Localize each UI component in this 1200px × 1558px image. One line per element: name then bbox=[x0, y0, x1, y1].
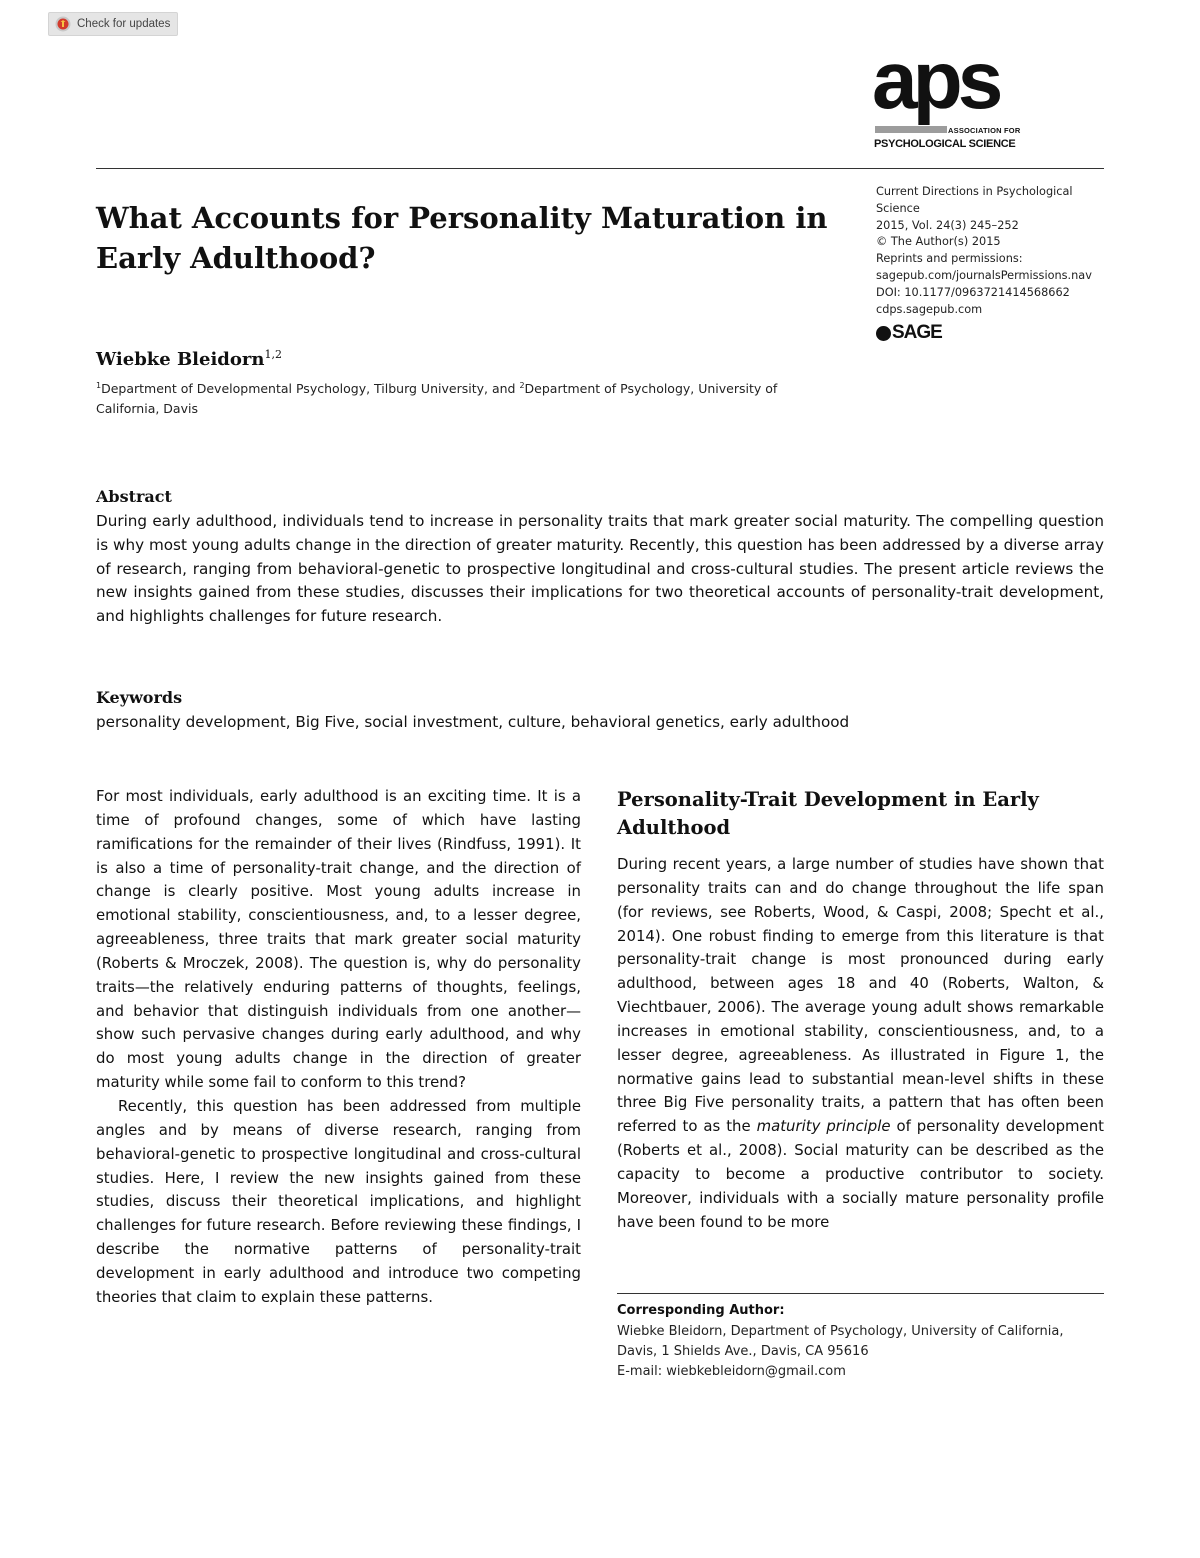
body-paragraph-3-a: During recent years, a large number of studies have shown that personality traits can and do change throughout the life span (for reviews, see Roberts, Wood, & Caspi, 2008; Specht et al., 2014). One robust finding to emerge from this literature is that personality-trait change is most pronounced during early adulthood, between ages 18 and 40 (Roberts, Walton, & Viechtbauer, 2006). The average young adult shows remarkable increases in emotional stability, conscientiousness, and, to a lesser degree, agreeableness. As illustrated in Figure 1, the normative gains lead to substantial mean-level shifts in these three Big Five personality traits, a pattern that has often been referred to as the bbox=[617, 855, 1104, 1136]
section-heading: Personality-Trait Development in Early Adulthood bbox=[617, 788, 1039, 839]
body-paragraph-3-b: of personality development (Roberts et al., 2008). Social maturity can be described as the capacity to become a productive contributor to society. Moreover, individuals with a socially mature personality profile have been found to be more bbox=[617, 1117, 1104, 1231]
corr-email[interactable]: E-mail: wiebkebleidorn@gmail.com bbox=[617, 1364, 846, 1379]
corresponding-author-heading: Corresponding Author: bbox=[617, 1303, 785, 1318]
author-affil-sup: 1,2 bbox=[264, 348, 282, 361]
sage-logo-mark bbox=[876, 326, 891, 341]
affil-part-1: Department of Developmental Psychology, Tilburg University, and bbox=[101, 381, 520, 397]
corr-line-1: Wiebke Bleidorn, Department of Psychology, University of California, bbox=[617, 1324, 1064, 1339]
maturity-principle-term: maturity principle bbox=[756, 1117, 891, 1136]
corr-line-2: Davis, 1 Shields Ave., Davis, CA 95616 bbox=[617, 1344, 869, 1359]
author-name-text: Wiebke Bleidorn bbox=[96, 349, 265, 370]
keywords-heading: Keywords bbox=[96, 688, 183, 707]
keywords-text: personality development, Big Five, social investment, culture, behavioral genetics, early adulthood bbox=[96, 713, 850, 731]
body-left-column bbox=[96, 785, 581, 1310]
check-updates-icon bbox=[55, 16, 71, 32]
sage-logo bbox=[876, 322, 956, 344]
affil-part-2: Department of Psychology, University of California, Davis bbox=[96, 381, 778, 417]
affil-sup-1: 1 bbox=[96, 381, 102, 390]
aps-logo-line1: ASSOCIATION FOR bbox=[948, 126, 1021, 135]
aps-logo bbox=[870, 35, 1030, 153]
header-rule bbox=[96, 168, 1104, 169]
check-for-updates-button[interactable] bbox=[48, 12, 178, 36]
abstract-heading: Abstract bbox=[96, 487, 172, 506]
article-title: What Accounts for Personality Maturation in Early Adulthood? bbox=[96, 201, 828, 275]
journal-site-link[interactable]: cdps.sagepub.com bbox=[876, 302, 983, 316]
body-paragraph-3 bbox=[617, 853, 1104, 1235]
aps-logo-bar bbox=[875, 126, 947, 133]
journal-doi[interactable]: DOI: 10.1177/0963721414568662 bbox=[876, 285, 1070, 299]
author-affiliation bbox=[96, 376, 816, 419]
aps-logo-word: aps bbox=[872, 35, 999, 126]
journal-volume: 2015, Vol. 24(3) 245–252 bbox=[876, 218, 1019, 232]
corresponding-author-details bbox=[617, 1322, 1104, 1382]
journal-name: Current Directions in Psychological Science bbox=[876, 185, 1073, 215]
author-name bbox=[96, 348, 282, 370]
journal-copyright: © The Author(s) 2015 bbox=[876, 235, 1001, 249]
sage-logo-text: SAGE bbox=[892, 322, 942, 343]
body-paragraph-2: Recently, this question has been addressed from multiple angles and by means of diverse research, ranging from behavioral-genetic to prospective longitudinal and cross-cultural studies. Here, I review the new insights gained from these studies, discuss their theoretical implications, and highlight challenges for future research. Before reviewing these findings, I describe the normative patterns of personality-trait development in early adulthood and introduce two competing theories that claim to explain these patterns. bbox=[96, 1096, 581, 1306]
journal-reprints: Reprints and permissions: bbox=[876, 252, 1023, 266]
journal-info bbox=[876, 184, 1106, 318]
affil-sup-2: 2 bbox=[519, 381, 525, 390]
journal-permissions-link[interactable]: sagepub.com/journalsPermissions.nav bbox=[876, 268, 1092, 282]
body-paragraph-1: For most individuals, early adulthood is an exciting time. It is a time of profound changes, some of which have lasting ramifications for the remainder of their lives (Rindfuss, 1991). It is also a time of personality-trait change, and the direction of change is clearly positive. Most young adults increase in emotional stability, conscientiousness, and, to a lesser degree, agreeableness, three traits that mark greater social maturity (Roberts & Mroczek, 2008). The question is, why do personality traits—the relatively enduring patterns of thoughts, feelings, and behavior that distinguish individuals from one another—show such pervasive changes during early adulthood, and why do most young adults change in the direction of greater maturity while some fail to conform to this trend? bbox=[96, 787, 581, 1092]
aps-logo-line2: PSYCHOLOGICAL SCIENCE bbox=[874, 138, 1016, 150]
abstract-text: During early adulthood, individuals tend to increase in personality traits that mark greater social maturity. The compelling question is why most young adults change in the direction of greater maturity. Recently, this question has been addressed by a diverse array of research, ranging from behavioral-genetic to prospective longitudinal and cross-cultural studies. The present article reviews the new insights gained from these studies, discusses their implications for two theoretical accounts of personality-trait development, and highlights challenges for future research. bbox=[96, 512, 1104, 626]
body-right-column bbox=[617, 853, 1104, 1235]
check-updates-label: Check for updates bbox=[77, 18, 171, 30]
footnote-rule bbox=[617, 1293, 1104, 1294]
